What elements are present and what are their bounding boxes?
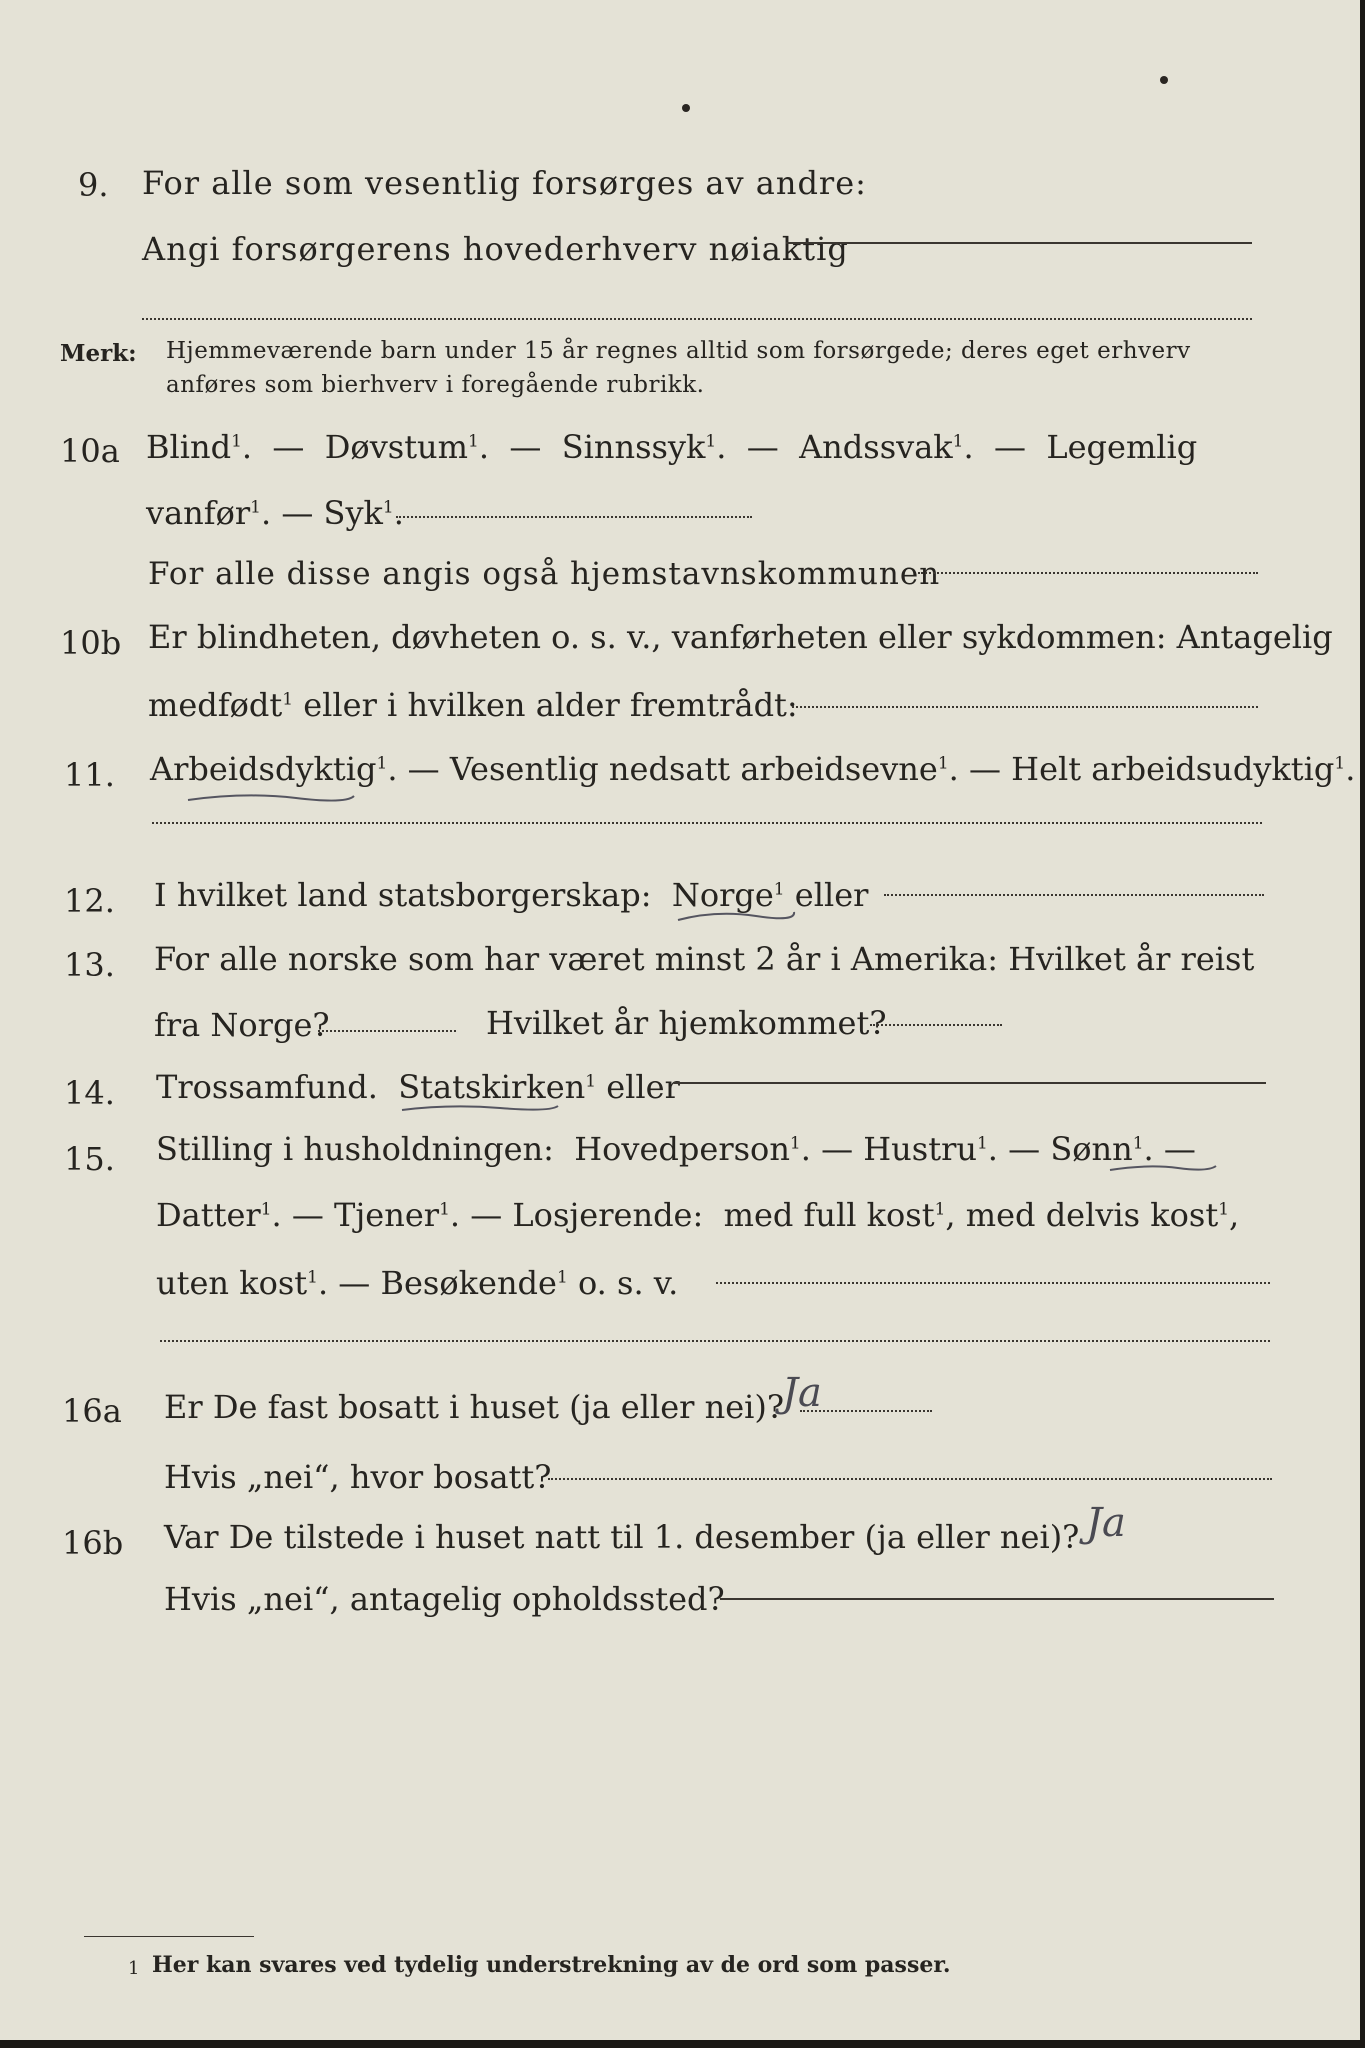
option-delvis-kost[interactable]: med delvis kost [965,1196,1219,1234]
option-hustru[interactable]: Hustru [863,1130,977,1168]
answer-line[interactable] [674,1082,1266,1084]
answer-line[interactable] [318,1030,456,1032]
question-text-line: I hvilket land statsborgerskap: Norge$^1$ eller [154,876,869,914]
question-text: fra Norge? [154,1006,330,1044]
footnote-mark: 1 [128,1958,140,1979]
question-text: Hvilket år hjemkommet? [486,1004,887,1042]
option-sinnssyk[interactable]: Sinnssyk [561,428,706,466]
answer-line[interactable] [716,1282,1270,1284]
footnote-text: Her kan svares ved tydelig understrekning av de ord som passer. [152,1952,951,1978]
question-text-line: medfødt$^1$ eller i hvilken alder fremtrådt: [148,686,798,724]
handwritten-answer: Ja [1086,1500,1126,1546]
option-vesentlig-nedsatt[interactable]: Vesentlig nedsatt arbeidsevne [449,750,938,788]
option-legemlig[interactable]: Legemlig [1046,428,1198,466]
question-number: 14. [64,1074,115,1112]
option-full-kost[interactable]: med full kost [723,1196,935,1234]
question-text-line: Arbeidsdyktig$^1$. — Vesentlig nedsatt arbeidsevne$^1$. — Helt arbeidsudyktig$^1$. [150,750,1356,788]
answer-line[interactable] [918,572,1258,574]
answer-line[interactable] [720,1598,1274,1600]
option-andssvak[interactable]: Andssvak [799,428,953,466]
question-text-line: vanfør$^1$. — Syk$^1$. [146,494,404,532]
answer-line[interactable] [548,1478,1272,1480]
question-number: 15. [64,1140,115,1178]
option-vanfor[interactable]: vanfør [146,494,251,532]
footnote-rule [84,1936,254,1937]
answer-line[interactable] [792,706,1258,708]
note-label: Merk: [60,340,137,367]
question-text: Hvis „nei“, hvor bosatt? [164,1458,552,1496]
question-text: For alle norske som har været minst 2 år i Amerika: Hvilket år reist [154,940,1255,978]
answer-line[interactable] [142,318,1252,320]
question-text: Hvis „nei“, antagelig opholdssted? [164,1580,725,1618]
question-text: Angi forsørgerens hovederhverv nøiaktig [142,230,849,268]
option-norge[interactable]: Norge [671,876,774,914]
question-number: 10b [60,624,122,662]
answer-line[interactable] [396,516,752,518]
handwritten-underline [676,906,796,926]
handwritten-underline [400,1100,560,1116]
option-datter[interactable]: Datter [156,1196,261,1234]
option-syk[interactable]: Syk [323,494,383,532]
question-text-line: Trossamfund. Statskirken$^1$ eller [156,1068,680,1106]
question-number: 16a [62,1392,122,1430]
handwritten-answer: Ja [782,1370,822,1416]
question-text: For alle som vesentlig forsørges av andre: [142,164,867,202]
question-text-line: uten kost$^1$. — Besøkende$^1$ o. s. v. [156,1264,679,1302]
question-number: 16b [62,1524,124,1562]
option-tjener[interactable]: Tjener [334,1196,440,1234]
question-text-line: Datter$^1$. — Tjener$^1$. — Losjerende: med full kost$^1$, med delvis kost$^1$, [156,1196,1240,1234]
option-helt-arbeidsudyktig[interactable]: Helt arbeidsudyktig [1011,750,1335,788]
option-blind[interactable]: Blind [146,428,232,466]
print-speck [1160,76,1168,84]
question-number: 11. [64,756,115,794]
answer-line[interactable] [884,894,1264,896]
question-text: Var De tilstede i huset natt til 1. desember (ja eller nei)? [164,1518,1080,1556]
question-text-line: Stilling i husholdningen: Hovedperson$^1$. — Hustru$^1$. — Sønn$^1$. — [156,1130,1196,1168]
handwritten-underline [186,790,356,806]
option-besokende[interactable]: Besøkende [380,1264,557,1302]
question-number: 13. [64,946,115,984]
handwritten-underline [1108,1160,1218,1176]
question-text: Er blindheten, døvheten o. s. v., vanførheten eller sykdommen: Antagelig [148,618,1333,656]
question-text: Er De fast bosatt i huset (ja eller nei)? [164,1388,785,1426]
question-number: 12. [64,882,115,920]
option-arbeidsdyktig[interactable]: Arbeidsdyktig [150,750,377,788]
answer-line[interactable] [160,1340,1270,1342]
question-text-line: Blind$^1$. — Døvstum$^1$. — Sinnssyk$^1$. — Andssvak$^1$. — Legemlig [146,428,1198,466]
option-sonn[interactable]: Sønn [1050,1130,1133,1168]
option-uten-kost[interactable]: uten kost [156,1264,308,1302]
print-speck [682,104,690,112]
option-hovedperson[interactable]: Hovedperson [574,1130,790,1168]
answer-line[interactable] [786,242,1252,244]
question-number: 10a [60,432,120,470]
option-medfodt[interactable]: medfødt [148,686,283,724]
note-text: Hjemmeværende barn under 15 år regnes alltid som forsørgede; deres eget erhverv [166,338,1191,364]
answer-line[interactable] [870,1024,1002,1026]
question-text: For alle disse angis også hjemstavnskommunen [148,556,941,592]
option-dovstum[interactable]: Døvstum [324,428,468,466]
answer-line[interactable] [152,822,1262,824]
question-number: 9. [78,166,109,204]
option-statskirken[interactable]: Statskirken [398,1068,586,1106]
note-text: anføres som bierhverv i foregående rubrikk. [166,372,705,398]
